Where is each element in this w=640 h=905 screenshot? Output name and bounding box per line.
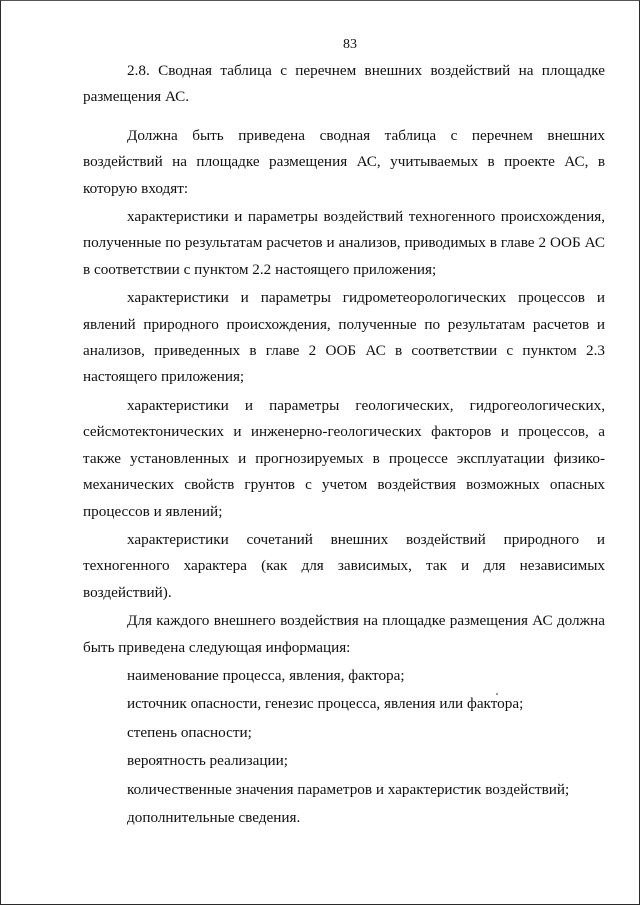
list-item: наименование процесса, явления, фактора;: [127, 666, 405, 684]
list-item: вероятность реализации;: [127, 752, 288, 770]
item-hydrometeorological: характеристики и параметры гидрометеорологических процессов и явлений природного происхождения, полученные по результатам расчетов и анализов, приведенных в главе 2 ООБ АС в соответствии с пунктом 2.3 настоящего приложения;: [83, 289, 605, 386]
info-requirement-paragraph: Для каждого внешнего воздействия на площадке размещения АС должна быть приведена следующая информация:: [83, 612, 605, 656]
document-body: [83, 58, 605, 831]
list-item: дополнительные сведения.: [127, 808, 301, 826]
list-item: количественные значения параметров и характеристик воздействий;: [127, 780, 570, 798]
list-item: источник опасности, генезис процесса, явления или фактора;: [127, 695, 524, 713]
scan-speck: [496, 693, 498, 695]
section-heading-2-8: 2.8. Сводная таблица с перечнем внешних воздействий на площадке размещения АС.: [83, 62, 605, 106]
item-geological: характеристики и параметры геологических, гидрогеологических, сейсмотектонических и инженерно-геологических факторов и процессов, а также установленных и прогнозируемых в процессе эксплуатации физико-механических свойств грунтов с учетом воздействия возможных опасных процессов и явлений;: [83, 396, 605, 520]
page-number: 83: [343, 37, 357, 52]
list-item: степень опасности;: [127, 723, 252, 741]
item-combinations: характеристики сочетаний внешних воздействий природного и техногенного характера (как для зависимых, так и для независимых воздействий).: [83, 530, 605, 601]
item-technogenic: характеристики и параметры воздействий техногенного происхождения, полученные по результатам расчетов и анализов, приводимых в главе 2 ООБ АС в соответствии с пунктом 2.2 настоящего приложения;: [83, 208, 605, 278]
intro-paragraph: Должна быть приведена сводная таблица с перечнем внешних воздействий на площадке размещения АС, учитываемых в проекте АС, в которую входят:: [83, 126, 605, 197]
